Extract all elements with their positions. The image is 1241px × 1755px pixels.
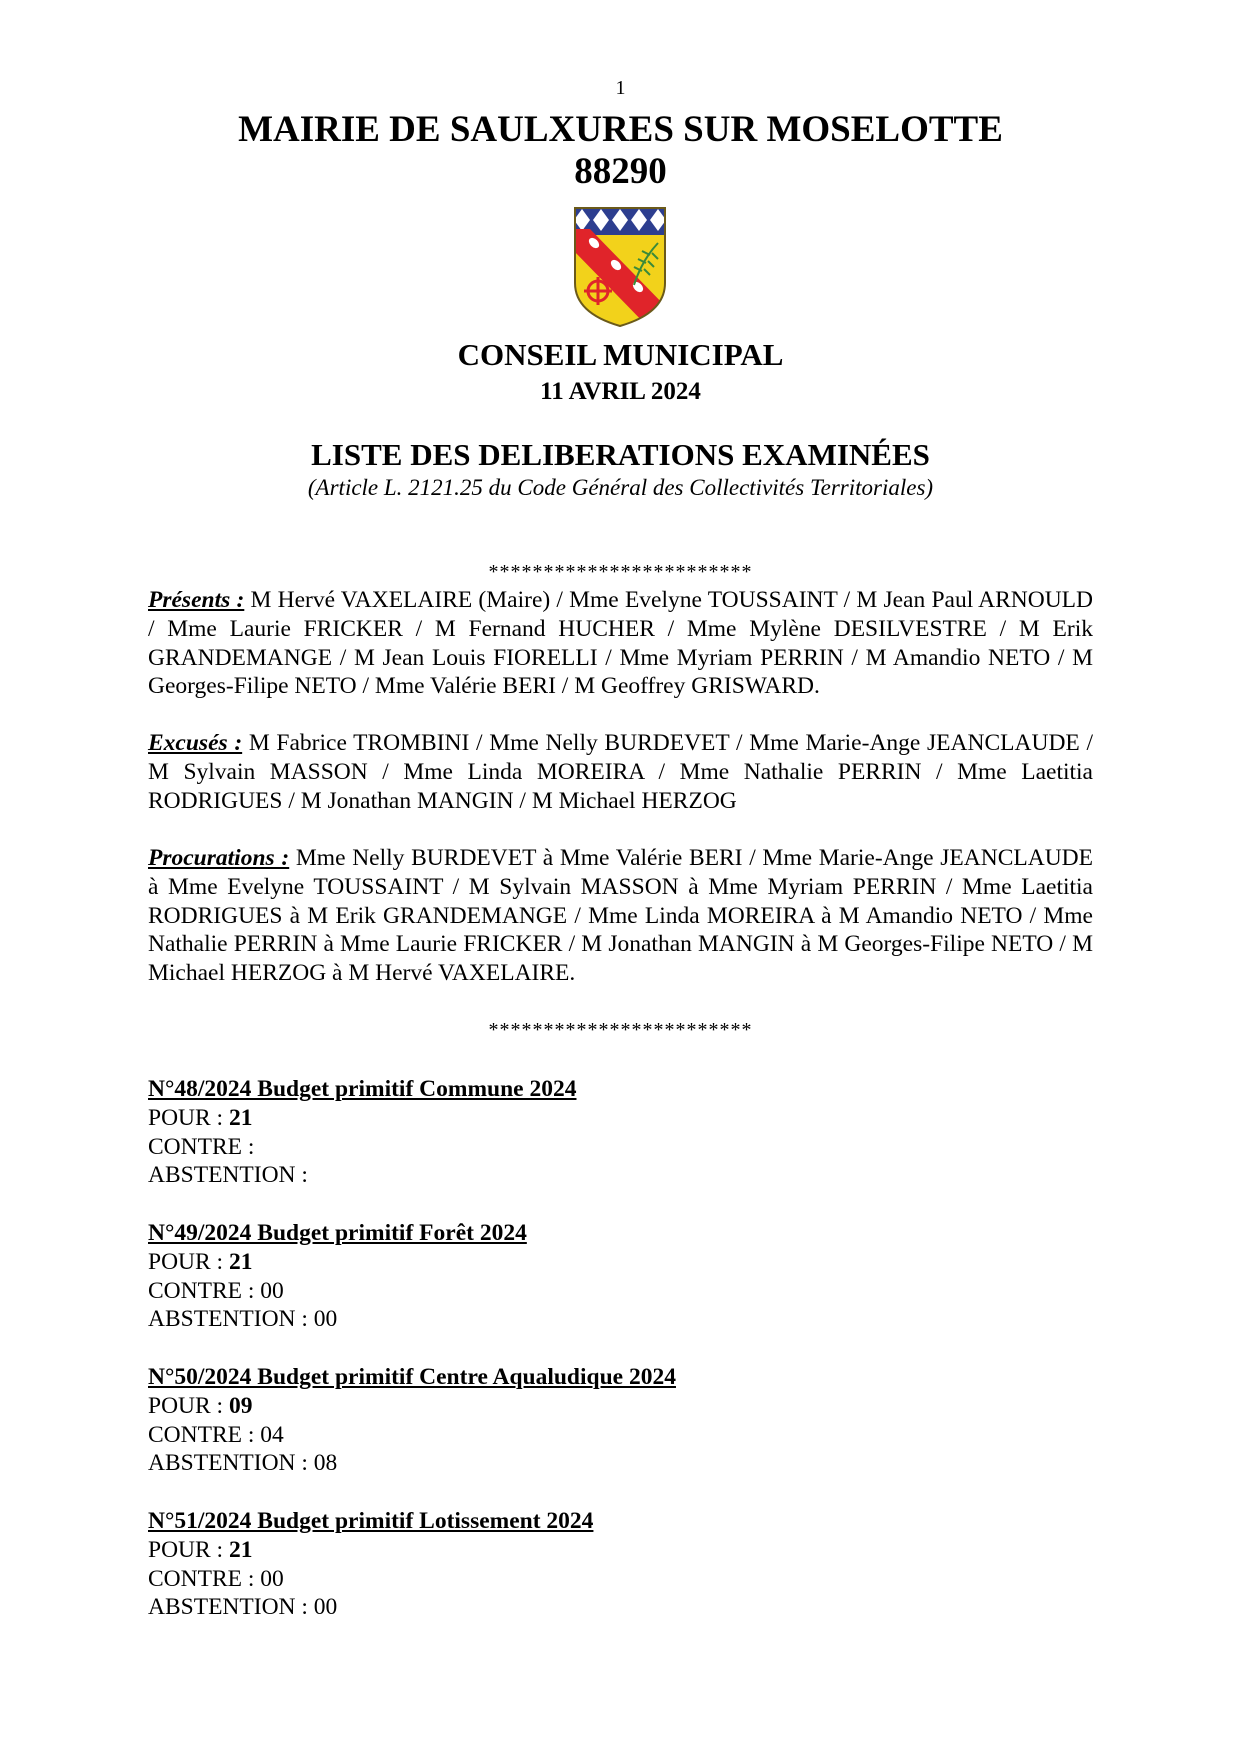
presents-paragraph bbox=[148, 586, 1093, 701]
deliberation-title: N°49/2024 Budget primitif Forêt 2024 bbox=[148, 1220, 527, 1246]
presents-label: Présents : bbox=[148, 587, 245, 613]
vote-abstention: ABSTENTION : 00 bbox=[148, 1594, 338, 1621]
deliberation-title: N°48/2024 Budget primitif Commune 2024 bbox=[148, 1076, 577, 1102]
excuses-paragraph bbox=[148, 729, 1093, 815]
deliberation-item bbox=[148, 1363, 1093, 1478]
deliberation-item bbox=[148, 1075, 1093, 1190]
procurations-text: Mme Nelly BURDEVET à Mme Valérie BERI / Mme Marie-Ange JEANCLAUDE à Mme Evelyne TOUSSAINT / M Sylvain MASSON à Mme Myriam PERRIN / Mme Laetitia RODRIGUES à M Erik GRANDEMANGE / Mme Linda MOREIRA à M Amandio NETO / Mme Nathalie PERRIN à Mme Laurie FRICKER / M Jonathan MANGIN à M Georges-Filipe NETO / M Michael HERZOG à M Hervé VAXELAIRE. bbox=[148, 845, 1094, 987]
deliberation-item bbox=[148, 1219, 1093, 1334]
vote-abstention: ABSTENTION : 08 bbox=[148, 1450, 338, 1477]
deliberation-title: N°51/2024 Budget primitif Lotissement 2024 bbox=[148, 1508, 594, 1534]
procurations-label: Procurations : bbox=[148, 845, 290, 871]
deliberation-title: N°50/2024 Budget primitif Centre Aqualudique 2024 bbox=[148, 1364, 676, 1390]
council-title: CONSEIL MUNICIPAL bbox=[457, 337, 784, 372]
excuses-label: Excusés : bbox=[148, 730, 243, 756]
presents-text: M Hervé VAXELAIRE (Maire) / Mme Evelyne TOUSSAINT / M Jean Paul ARNOULD / Mme Laurie FRICKER / M Fernand HUCHER / Mme Mylène DESILVESTRE / M Erik GRANDEMANGE / M Jean Louis FIORELLI / Mme Myriam PERRIN / M Amandio NETO / M Georges-Filipe NETO / Mme Valérie BERI / M Geoffrey GRISWARD. bbox=[148, 587, 1094, 700]
vote-pour: POUR : 21 bbox=[148, 1248, 253, 1275]
list-title: LISTE DES DELIBERATIONS EXAMINÉES bbox=[311, 437, 930, 472]
separator-bottom: ************************ bbox=[488, 1019, 753, 1041]
vote-contre: CONTRE : 00 bbox=[148, 1277, 284, 1304]
vote-pour: POUR : 09 bbox=[148, 1392, 253, 1419]
deliberation-item bbox=[148, 1507, 1093, 1622]
vote-pour: POUR : 21 bbox=[148, 1104, 253, 1131]
vote-abstention: ABSTENTION : bbox=[148, 1162, 314, 1189]
page-number: 1 bbox=[615, 77, 626, 99]
vote-contre: CONTRE : 00 bbox=[148, 1565, 284, 1592]
excuses-text: M Fabrice TROMBINI / Mme Nelly BURDEVET / Mme Marie-Ange JEANCLAUDE / M Sylvain MASSON / Mme Linda MOREIRA / Mme Nathalie PERRIN / Mme Laetitia RODRIGUES / M Jonathan MANGIN / M Michael HERZOG bbox=[148, 730, 1093, 814]
article-reference: (Article L. 2121.25 du Code Général des Collectivités Territoriales) bbox=[307, 475, 934, 500]
mairie-title: MAIRIE DE SAULXURES SUR MOSELOTTE bbox=[238, 109, 1003, 150]
postcode: 88290 bbox=[574, 151, 667, 192]
vote-contre: CONTRE : bbox=[148, 1133, 261, 1160]
coat-of-arms-logo bbox=[572, 205, 668, 329]
procurations-paragraph bbox=[148, 844, 1093, 988]
vote-abstention: ABSTENTION : 00 bbox=[148, 1306, 338, 1333]
vote-contre: CONTRE : 04 bbox=[148, 1421, 284, 1448]
council-date: 11 AVRIL 2024 bbox=[540, 378, 701, 405]
separator-top: ************************ bbox=[488, 561, 753, 583]
vote-pour: POUR : 21 bbox=[148, 1536, 253, 1563]
